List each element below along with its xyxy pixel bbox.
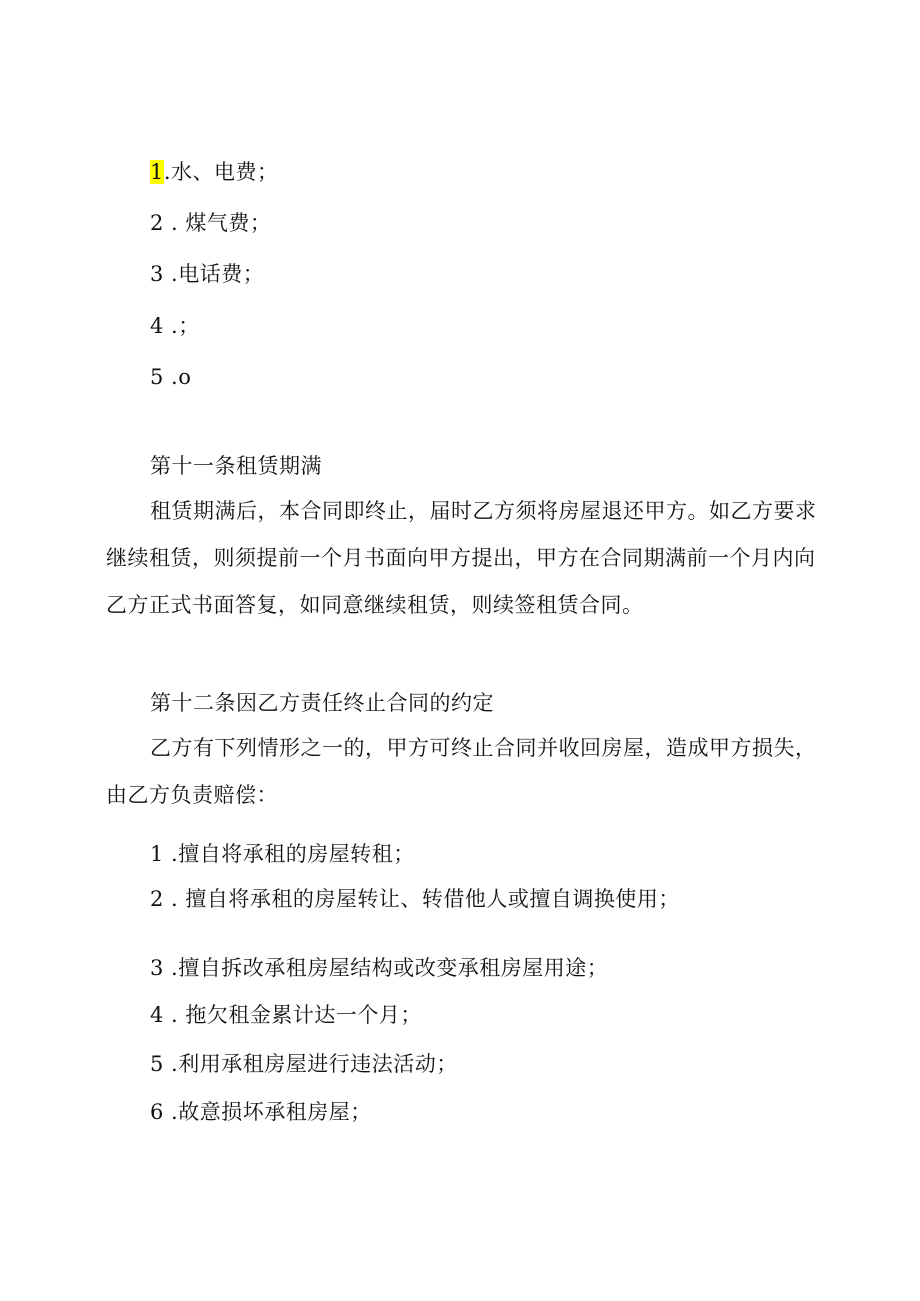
- article-12-body-text: 乙方有下列情形之一的，甲方可终止合同并收回房屋，造成甲方损失，由乙方负责赔偿：: [106, 736, 817, 807]
- list-item-number: 4: [150, 314, 164, 338]
- list-item: [150, 1000, 422, 1030]
- list-item-number: 4: [150, 1003, 164, 1027]
- list-item-number: 3: [150, 262, 164, 286]
- list-item-number: 3: [150, 956, 164, 980]
- highlighted-number: 1: [150, 160, 164, 184]
- list-item-text: .利用承租房屋进行违法活动；: [163, 1052, 458, 1076]
- list-item: [150, 884, 680, 914]
- article-11-title: 第十一条租赁期满: [150, 454, 322, 478]
- list-item: [150, 259, 264, 289]
- list-item: [150, 208, 271, 238]
- list-item: [150, 157, 279, 187]
- list-item-text: .电话费；: [163, 262, 265, 286]
- list-item: [150, 953, 608, 983]
- article-11-body: [106, 488, 824, 629]
- list-item: [150, 1049, 458, 1079]
- list-item: [150, 839, 415, 869]
- list-item-text: .擅自拆改承租房屋结构或改变承租房屋用途；: [163, 956, 609, 980]
- article-12-title: 第十二条因乙方责任终止合同的约定: [150, 691, 494, 715]
- list-item: [150, 311, 200, 341]
- list-item-text: . 拖欠租金累计达一个月；: [163, 1003, 422, 1027]
- list-item-text: .擅自将承租的房屋转租；: [163, 842, 415, 866]
- list-item-number: 6: [150, 1100, 164, 1124]
- list-item-text: . 煤气费；: [163, 211, 272, 235]
- list-item-text: .水、电费；: [163, 160, 279, 184]
- list-item-number: 1: [150, 842, 164, 866]
- list-item-text: . 擅自将承租的房屋转让、转借他人或擅自调换使用；: [163, 887, 680, 911]
- list-item-text: .故意损坏承租房屋；: [163, 1100, 372, 1124]
- article-11-body-text: 租赁期满后，本合同即终止，届时乙方须将房屋退还甲方。如乙方要求继续租赁，则须提前一个月书面向甲方提出，甲方在合同期满前一个月内向乙方正式书面答复，如同意继续租赁，则续签租赁合同。: [106, 499, 817, 617]
- list-item-text: .；: [163, 314, 200, 338]
- list-item-number: 2: [150, 211, 164, 235]
- list-item-text: .o: [163, 365, 192, 389]
- list-item-number: 5: [150, 365, 164, 389]
- list-item: [150, 1097, 372, 1127]
- article-12-body: [106, 725, 824, 819]
- list-item-number: 2: [150, 887, 164, 911]
- list-item-number: 5: [150, 1052, 164, 1076]
- list-item: [150, 362, 191, 392]
